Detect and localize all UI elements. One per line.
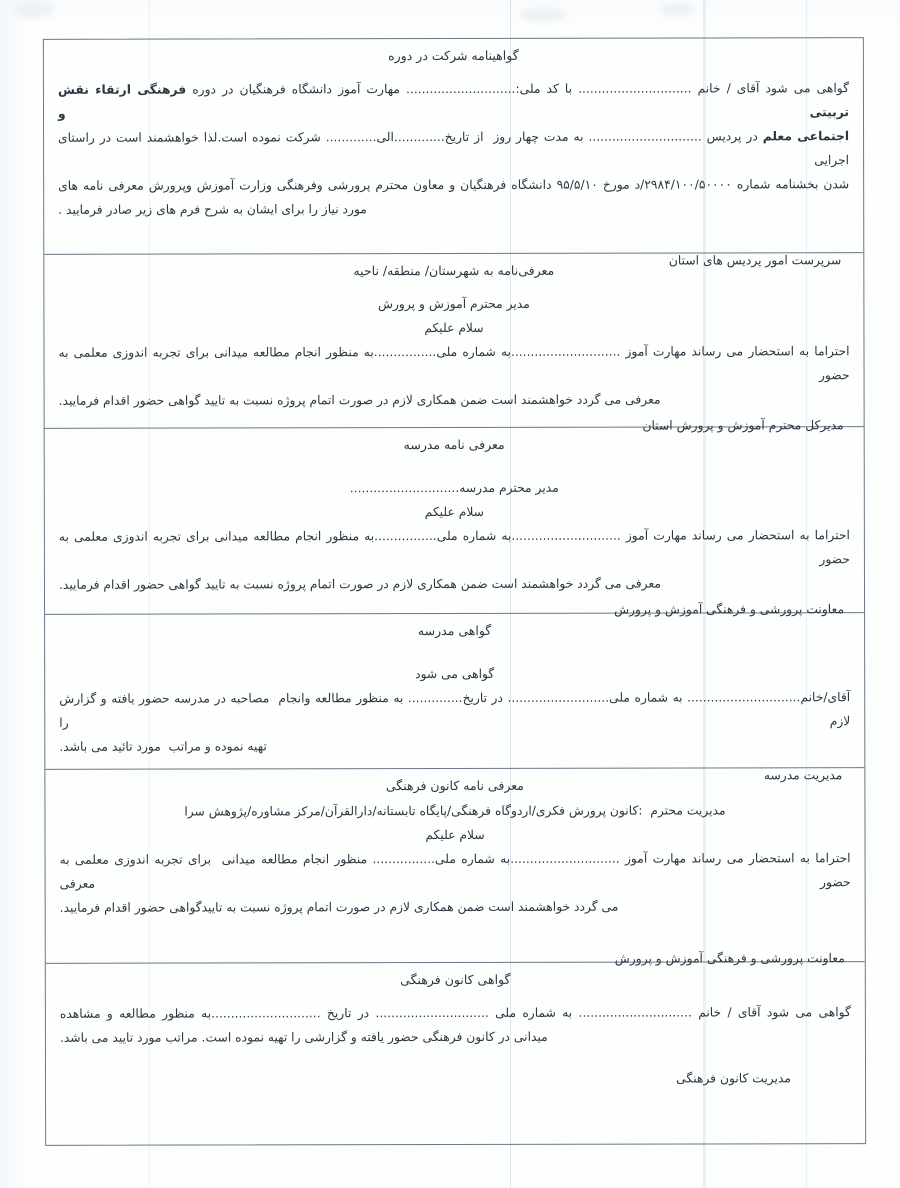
section-title: گواهینامه شرکت در دوره <box>388 47 519 64</box>
section-body-line: تهیه نموده و مراتب مورد تائید می باشد. <box>59 739 267 754</box>
signature-line: معاونت پرورشی و فرهنگی آموزش و پرورش <box>614 950 845 966</box>
section-intro-letter-school <box>45 427 864 615</box>
section-title: معرفی نامه مدرسه <box>403 436 505 453</box>
section-body-line: می گردد خواهشمند است ضمن همکاری لازم در صورت اتمام پروژه نسبت به تاییدگواهی حضور اقدام فرمایید. <box>59 899 619 915</box>
form-table <box>43 37 866 1146</box>
section-body-line: معرفی می گردد خواهشمند است ضمن همکاری لازم در صورت اتمام پروژه نسبت به تایید گواهی حضور اقدام فرمایید. <box>58 576 661 592</box>
section-cultural-center-certificate <box>46 962 865 1145</box>
section-body-line: احتراما به استحضار می رساند مهارت آموز ............................به شماره ملی................ منظور انجام مطالعه میدانی برای تجربه اندوزی معلمی به حضور معرفی <box>55 850 851 891</box>
section-body-line: شدن بخشنامه شماره ۲۹۸۴/۱۰۰/۵۰۰۰۰/د مورخ ۹۵/۵/۱۰ دانشگاه فرهنگیان و معاون محترم پرورشی وفرهنگی وزارت آموزش وپرورش معرفی نامه های <box>58 176 850 193</box>
signature-line: مدیریت کانون فرهنگی <box>676 1070 792 1086</box>
section-title: معرفی‌نامه به شهرستان/ منطقه/ ناحیه <box>353 262 555 279</box>
section-title: گواهی کانون فرهنگی <box>400 971 511 988</box>
addressee-line: مدیر محترم آموزش و پرورش <box>377 296 530 311</box>
section-body-line: گواهی می شود آقای / خانم ............................. به شماره ملی ............................. در تاریخ ............................به منظور مطالعه و مشاهده <box>59 1004 851 1021</box>
section-title: معرفی نامه کانون فرهنگی <box>385 777 524 794</box>
section-title: گواهی مدرسه <box>417 622 492 639</box>
greeting-line: سلام علیکم <box>425 827 485 842</box>
signature-line: معاونت پرورشی و فرهنگی آموزش و پرورش <box>614 601 845 617</box>
section-body-line: احتراما به استحضار می رساند مهارت آموز ............................به شماره ملی................به منظور انجام مطالعه میدانی برای تجربه اندوزی معلمی به حضور <box>54 527 850 566</box>
section-body-line <box>53 77 850 127</box>
scan-artifact <box>14 2 54 18</box>
emphasis-text: فرهنگی ارتقاء نقش تربیتی و <box>53 82 850 121</box>
body-text: گواهی می شود آقای / خانم ............................. با کد ملی:............................ مهارت آموز دانشگاه فرهنگیان در دوره <box>186 80 849 97</box>
signature-line: مدیرکل محترم آموزش و پرورش استان <box>642 417 844 433</box>
body-text: در پردیس ............................. به مدت چهار روز از تاریخ.............الی............. شرکت نموده است.لذا خواهشمند است در راستای اجرایی <box>54 129 850 167</box>
section-intro-letter-cultural-center <box>45 768 864 964</box>
addressee-line: مدیریت محترم :کانون پرورش فکری/اردوگاه فرهنگی/پایگاه تابستانه/دارالقرآن/مرکز مشاوره/پژوهش سرا <box>184 803 726 819</box>
signature-line: مدیریت مدرسه <box>763 767 843 782</box>
section-certificate-participation <box>44 38 863 268</box>
section-body-line <box>54 125 850 175</box>
section-school-certificate <box>45 613 864 782</box>
section-body-line: مورد نیاز را برای ایشان به شرح فرم های زیر صادر فرمایید . <box>58 201 367 217</box>
section-body-line: احتراما به استحضار می رساند مهارت آموز ............................به شماره ملی................به منظور انجام مطالعه میدانی برای تجربه اندوزی معلمی به حضور <box>54 343 850 382</box>
scan-artifact <box>660 4 694 16</box>
opening-line: گواهی می شود <box>415 666 495 681</box>
greeting-line: سلام علیکم <box>424 504 484 519</box>
signature-line: سرپرست امور پردیس های استان <box>668 252 842 268</box>
section-body-line: میدانی در کانون فرهنگی حضور یافته و گزارشی را تهیه نموده است. مراتب مورد تایید می باشد. <box>59 1029 548 1045</box>
greeting-line: سلام علیکم <box>424 320 484 335</box>
section-body-line: آقای/خانم............................. به شماره ملی.......................... در تاریخ.............. به منظور مطالعه وانجام مصاحبه در مدرسه حضور یافته و گزارش لازم را <box>55 689 851 730</box>
scan-artifact <box>520 8 566 22</box>
emphasis-text: اجتماعی معلم <box>762 128 850 144</box>
addressee-line: مدیر محترم مدرسه............................ <box>349 480 559 495</box>
section-body-line: معرفی می گردد خواهشمند است ضمن همکاری لازم در صورت اتمام پروژه نسبت به تایید گواهی حضور اقدام فرمایید. <box>58 392 661 408</box>
section-intro-letter-city <box>44 253 863 433</box>
